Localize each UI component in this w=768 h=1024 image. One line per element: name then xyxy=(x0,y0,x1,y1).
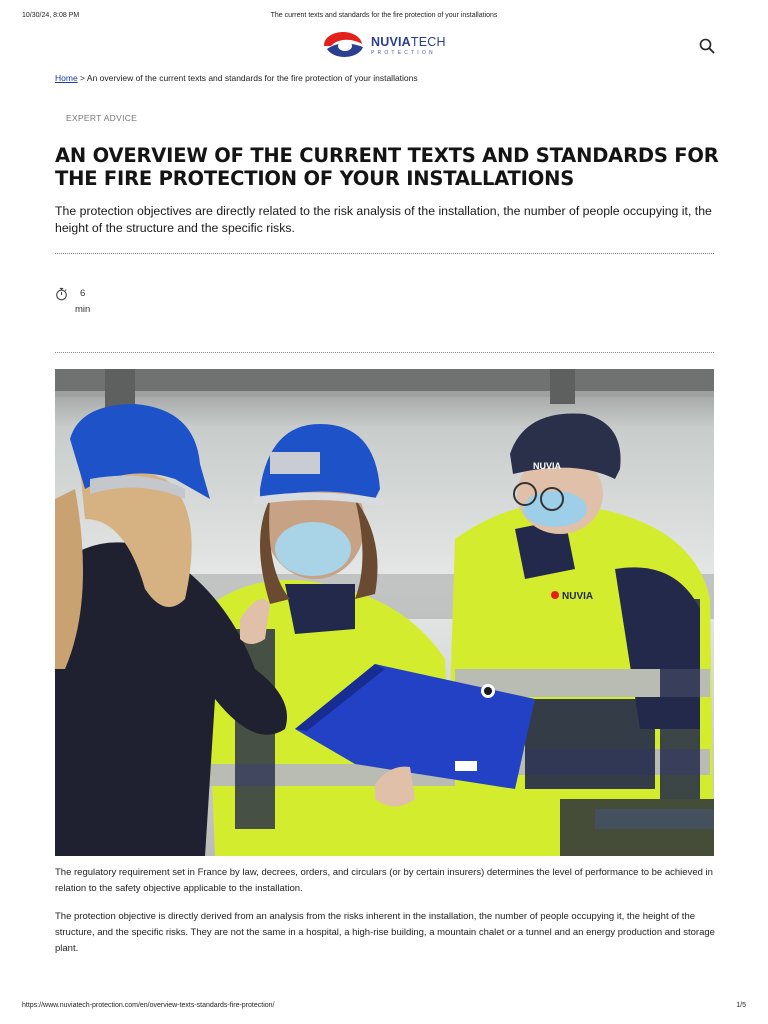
hero-photo-workers-hi-vis xyxy=(55,369,714,856)
dotted-divider xyxy=(55,352,714,353)
logo-subtitle: PROTECTION xyxy=(371,49,436,56)
breadcrumb-separator: > xyxy=(77,73,87,83)
print-url: https://www.nuviatech-protection.com/en/overview-texts-standards-fire-protection/ xyxy=(22,1002,275,1009)
logo-brand-bold: NUVIA xyxy=(371,35,411,50)
jacket-logo-text: NUVIA xyxy=(562,591,594,602)
print-page-number: 1/5 xyxy=(736,1002,746,1009)
print-document-title: The current texts and standards for the fire protection of your installations xyxy=(270,12,498,19)
logo-brand-light: TECH xyxy=(410,35,446,50)
article-category-tag[interactable]: EXPERT ADVICE xyxy=(66,113,138,123)
cap-logo-text: NUVIA xyxy=(533,461,562,471)
page-title: AN OVERVIEW OF THE CURRENT TEXTS AND STANDARDS FOR THE FIRE PROTECTION OF YOUR INSTALLATIONS xyxy=(55,144,719,190)
breadcrumb-current: An overview of the current texts and standards for the fire protection of your installations xyxy=(86,73,418,83)
breadcrumb xyxy=(55,73,418,83)
article-paragraph: The regulatory requirement set in France by law, decrees, orders, and circulars (or by certain insurers) determines the level of performance to be achieved in relation to the safety objective applicable to the installation. xyxy=(55,867,713,894)
timer-icon xyxy=(55,287,68,301)
article-lede: The protection objectives are directly related to the risk analysis of the installation, the number of people occupying it, the height of the structure and the specific risks. xyxy=(55,204,712,235)
dotted-divider xyxy=(55,253,714,254)
search-button[interactable] xyxy=(698,37,716,55)
print-date: 10/30/24, 8:08 PM xyxy=(22,12,80,19)
article-paragraph: The protection objective is directly derived from an analysis from the risks inherent in the installation, the number of people occupying it, the height of the structure, and the specific risks. They are not the same in a hospital, a high-rise building, a mountain chalet or a tunnel and an energy production and storage plant. xyxy=(55,911,715,954)
breadcrumb-home-link[interactable]: Home xyxy=(55,73,78,83)
reading-time-unit: min xyxy=(75,304,91,315)
search-icon xyxy=(698,37,716,55)
nuvia-logo-mark-icon xyxy=(322,31,366,61)
reading-time-value: 6 xyxy=(80,288,86,299)
nuviatech-logo[interactable] xyxy=(322,31,446,61)
